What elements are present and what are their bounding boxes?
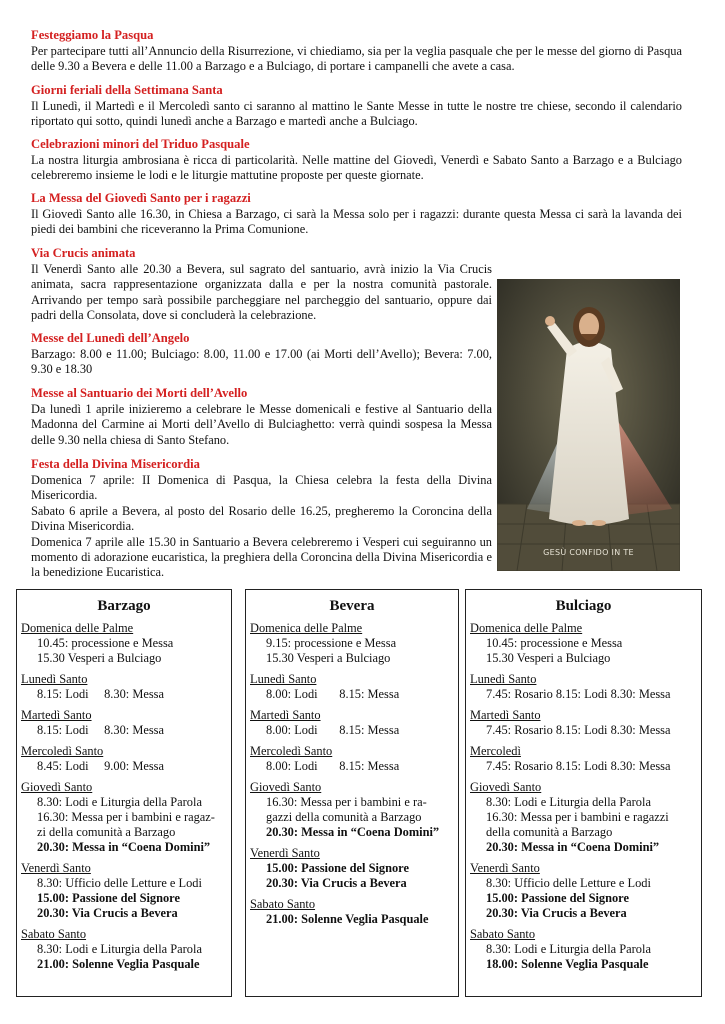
schedule-line: 7.45: Rosario 8.15: Lodi 8.30: Messa bbox=[486, 687, 671, 701]
day-label: Mercoledì Santo bbox=[21, 744, 104, 758]
section-paragraph: Per partecipare tutti all’Annuncio della Risurrezione, vi chiediamo, sia per la veglia pasquale che per le messe del giorno di Pasqua delle 9.30 a Bevera e delle 11.00 a Barzago e a Bulciago, di portare i campanelli che avete a casa. bbox=[31, 44, 682, 74]
day-label: Venerdì Santo bbox=[470, 861, 540, 875]
schedule-line: 8.30: Lodi e Liturgia della Parola bbox=[37, 942, 202, 956]
schedule-line: 16.30: Messa per i bambini e ragazzi bbox=[486, 810, 669, 824]
day-label: Martedì Santo bbox=[21, 708, 92, 722]
day-label: Mercoledì bbox=[470, 744, 521, 758]
schedule-line: 15.30 Vesperi a Bulciago bbox=[37, 651, 162, 665]
schedule-column-bulciago bbox=[465, 589, 702, 997]
day-label: Martedì Santo bbox=[250, 708, 321, 722]
day-label: Domenica delle Palme bbox=[470, 621, 583, 635]
schedule-line: 8.30: Ufficio delle Letture e Lodi bbox=[37, 876, 202, 890]
schedule-line: 20.30: Messa in “Coena Domini” bbox=[37, 840, 211, 854]
section-paragraph: Il Giovedì Santo alle 16.30, in Chiesa a Barzago, ci sarà la Messa solo per i ragazzi: durante questa Messa ci sarà la lavanda dei piedi dei bambini che riceveranno la Prima Comunione. bbox=[31, 207, 682, 237]
schedule-line: 18.00: Solenne Veglia Pasquale bbox=[486, 957, 649, 971]
day-label: Mercoledì Santo bbox=[250, 744, 333, 758]
schedule-line: 8.00: Lodi 8.15: Messa bbox=[266, 759, 400, 773]
schedule-line: 15.00: Passione del Signore bbox=[37, 891, 180, 905]
section-paragraph: Sabato 6 aprile a Bevera, al posto del Rosario delle 16.25, pregheremo la Coroncina della Divina Misericordia. bbox=[31, 503, 492, 534]
section-title: Festa della Divina Misericordia bbox=[31, 457, 200, 471]
section-triduo bbox=[31, 137, 682, 184]
schedule-line: zi della comunità a Barzago bbox=[37, 825, 176, 839]
schedule-line: 16.30: Messa per i bambini e ra- bbox=[266, 795, 427, 809]
schedule-line: 20.30: Messa in “Coena Domini” bbox=[266, 825, 440, 839]
section-lunedi-angelo bbox=[31, 331, 492, 378]
day-label: Sabato Santo bbox=[21, 927, 87, 941]
section-paragraph: La nostra liturgia ambrosiana è ricca di particolarità. Nelle mattine del Giovedì, Venerdì e Sabato Santo a Barzago e a Bulciago celebreremo insieme le lodi e le liturgie mattutine proposte per queste giornate. bbox=[31, 153, 682, 183]
schedule-line: 15.30 Vesperi a Bulciago bbox=[266, 651, 391, 665]
schedule-line: 16.30: Messa per i bambini e ragaz- bbox=[37, 810, 215, 824]
section-paragraph: Da lunedì 1 aprile inizieremo a celebrare le Messe domenicali e festive al Santuario della Madonna del Carmine ai Morti dell’Avello di Bulciaghetto: verrà quindi sospesa la Messa delle 9.30 nella chiesa di Santo Stefano. bbox=[31, 402, 492, 447]
section-title: Messe al Santuario dei Morti dell’Avello bbox=[31, 386, 248, 400]
section-title: Festeggiamo la Pasqua bbox=[31, 28, 154, 42]
schedule-line: 8.15: Lodi 8.30: Messa bbox=[37, 687, 164, 701]
day-label: Sabato Santo bbox=[470, 927, 536, 941]
day-label: Giovedì Santo bbox=[470, 780, 542, 794]
day-label: Lunedì Santo bbox=[21, 672, 88, 686]
schedule-line: 20.30: Messa in “Coena Domini” bbox=[486, 840, 660, 854]
section-giorni-feriali bbox=[31, 83, 682, 130]
schedule-line: 20.30: Via Crucis a Bevera bbox=[486, 906, 627, 920]
section-paragraph: Domenica 7 aprile alle 15.30 in Santuario a Bevera celebreremo i Vesperi cui seguiranno un momento di adorazione eucaristica, la preghiera della Coroncina della Divina Misericordia e la benedizione Eucaristica. bbox=[31, 534, 492, 580]
section-paragraph: Barzago: 8.00 e 11.00; Bulciago: 8.00, 11.00 e 17.00 (ai Morti dell’Avello); Bevera: 7.00, 9.30 e 18.30 bbox=[31, 347, 492, 377]
schedule-line: 8.30: Lodi e Liturgia della Parola bbox=[486, 942, 651, 956]
day-label: Sabato Santo bbox=[250, 897, 316, 911]
schedule-line: 8.30: Ufficio delle Letture e Lodi bbox=[486, 876, 651, 890]
column-title: Barzago bbox=[97, 598, 151, 614]
section-morti-avello bbox=[31, 386, 492, 448]
day-label: Giovedì Santo bbox=[21, 780, 93, 794]
section-title: Celebrazioni minori del Triduo Pasquale bbox=[31, 137, 250, 151]
day-label: Lunedì Santo bbox=[250, 672, 317, 686]
schedule-line: 8.30: Lodi e Liturgia della Parola bbox=[486, 795, 651, 809]
schedule-line: 8.15: Lodi 8.30: Messa bbox=[37, 723, 164, 737]
day-label: Venerdì Santo bbox=[250, 846, 320, 860]
divine-mercy-image bbox=[497, 279, 680, 571]
section-paragraph: Domenica 7 aprile: II Domenica di Pasqua, la Chiesa celebra la festa della Divina Misericordia. bbox=[31, 473, 492, 503]
day-label: Giovedì Santo bbox=[250, 780, 322, 794]
image-caption: GESÙ CONFIDO IN TE bbox=[543, 548, 634, 557]
column-title: Bulciago bbox=[555, 598, 612, 614]
schedule-line: 8.00: Lodi 8.15: Messa bbox=[266, 723, 400, 737]
day-label: Martedì Santo bbox=[470, 708, 541, 722]
schedule-line: 10.45: processione e Messa bbox=[486, 636, 623, 650]
column-title: Bevera bbox=[329, 598, 375, 614]
section-pasqua bbox=[31, 28, 682, 75]
schedule-line: 7.45: Rosario 8.15: Lodi 8.30: Messa bbox=[486, 723, 671, 737]
schedule-line: 15.00: Passione del Signore bbox=[486, 891, 629, 905]
day-label: Lunedì Santo bbox=[470, 672, 537, 686]
schedule-line: 20.30: Via Crucis a Bevera bbox=[266, 876, 407, 890]
schedule-line: 15.00: Passione del Signore bbox=[266, 861, 409, 875]
section-giovedi-ragazzi bbox=[31, 191, 682, 238]
schedule-line: 21.00: Solenne Veglia Pasquale bbox=[37, 957, 200, 971]
schedule-line: 15.30 Vesperi a Bulciago bbox=[486, 651, 611, 665]
day-label: Venerdì Santo bbox=[21, 861, 91, 875]
section-title: Giorni feriali della Settimana Santa bbox=[31, 83, 223, 97]
day-label: Domenica delle Palme bbox=[21, 621, 134, 635]
schedule-line: 20.30: Via Crucis a Bevera bbox=[37, 906, 178, 920]
day-label: Domenica delle Palme bbox=[250, 621, 363, 635]
section-title: La Messa del Giovedì Santo per i ragazzi bbox=[31, 191, 251, 205]
schedule-line: 8.00: Lodi 8.15: Messa bbox=[266, 687, 400, 701]
section-divina-misericordia bbox=[31, 457, 492, 581]
schedule-line: 21.00: Solenne Veglia Pasquale bbox=[266, 912, 429, 926]
section-paragraph: Il Venerdì Santo alle 20.30 a Bevera, sul sagrato del santuario, avrà inizio la Via Crucis animata, sacra rappresentazione organizzata dalla e per la nostra comunità pastorale. Arrivando per tempo sarà possibile parcheggiare nel parcheggio del santuario, oppure dai padri della Consolata, dove si concluderà la celebrazione. bbox=[31, 262, 492, 323]
schedule-line: gazzi della comunità a Barzago bbox=[266, 810, 422, 824]
schedule-column-bevera bbox=[245, 589, 459, 997]
section-via-crucis bbox=[31, 246, 492, 324]
schedule-line: della comunità a Barzago bbox=[486, 825, 613, 839]
schedule-line: 8.30: Lodi e Liturgia della Parola bbox=[37, 795, 202, 809]
section-paragraph: Il Lunedì, il Martedì e il Mercoledì santo ci saranno al mattino le Sante Messe in tutte le nostre tre chiese, secondo il calendario riportato qui sotto, quindi lunedì anche a Barzago e martedì anche a Bulciago. bbox=[31, 99, 682, 129]
schedule-line: 10.45: processione e Messa bbox=[37, 636, 174, 650]
schedule-column-barzago bbox=[16, 589, 232, 997]
schedule-line: 9.15: processione e Messa bbox=[266, 636, 397, 650]
section-title: Via Crucis animata bbox=[31, 246, 136, 260]
schedule-line: 8.45: Lodi 9.00: Messa bbox=[37, 759, 164, 773]
section-title: Messe del Lunedì dell’Angelo bbox=[31, 331, 190, 345]
schedule-line: 7.45: Rosario 8.15: Lodi 8.30: Messa bbox=[486, 759, 671, 773]
